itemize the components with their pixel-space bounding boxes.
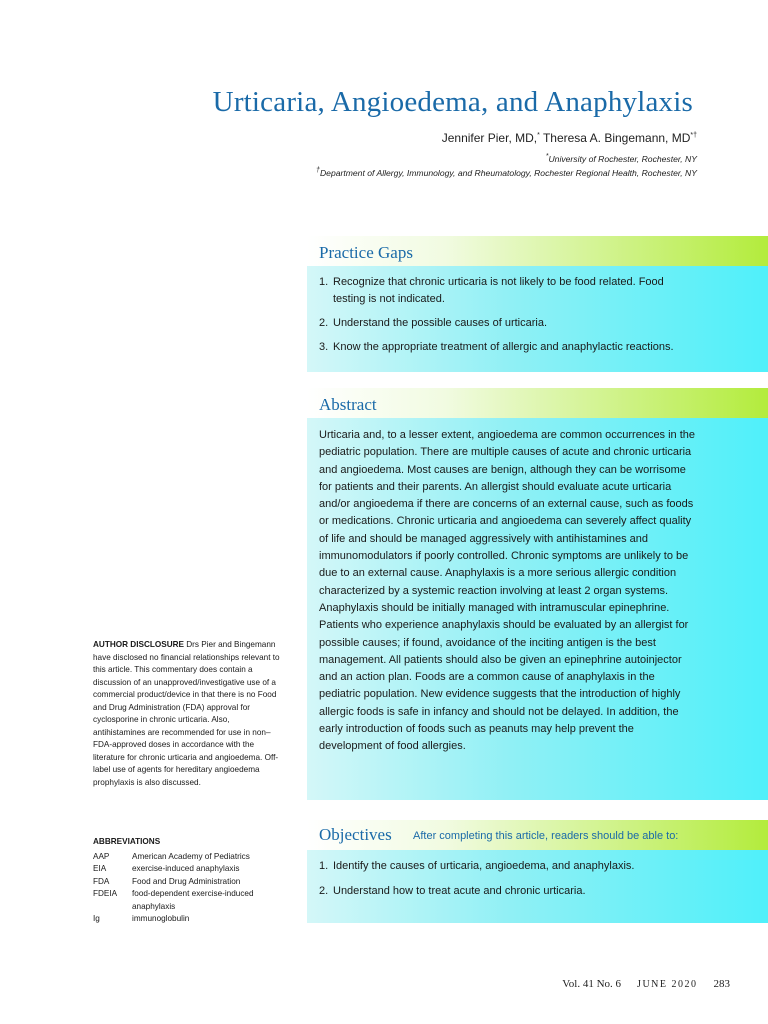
disclosure-label: AUTHOR DISCLOSURE — [93, 640, 184, 649]
abbreviation-term: AAP — [93, 851, 110, 861]
abstract-box — [307, 388, 768, 800]
list-number: 2. — [319, 317, 329, 329]
objectives-title: Objectives — [319, 825, 392, 844]
list-number: 2. — [319, 885, 329, 897]
list-number: 1. — [319, 276, 329, 288]
affiliation-1-marker: * — [545, 153, 549, 160]
practice-gaps-box — [307, 236, 768, 372]
list-item — [319, 274, 696, 308]
abbreviation-row — [93, 863, 283, 876]
list-text: Identify the causes of urticaria, angioedema, and anaphylaxis. — [333, 860, 635, 872]
abbreviation-row — [93, 888, 283, 913]
abbreviations-list — [93, 836, 283, 926]
author-2-marker: *† — [690, 132, 697, 139]
author-1: Jennifer Pier, MD, — [441, 131, 538, 145]
abbreviation-meaning: American Academy of Pediatrics — [132, 851, 250, 861]
list-text: Know the appropriate treatment of allergic and anaphylactic reactions. — [333, 341, 674, 353]
affiliation-2-marker: † — [316, 167, 320, 174]
page-footer — [562, 978, 730, 990]
abbreviation-meaning: food-dependent exercise-induced anaphylaxis — [132, 889, 254, 911]
abbreviation-meaning: Food and Drug Administration — [132, 876, 241, 886]
list-item — [319, 315, 696, 332]
list-item — [319, 858, 696, 875]
abbreviation-row — [93, 876, 283, 889]
page-number: 283 — [713, 978, 730, 990]
author-line — [442, 131, 697, 145]
list-item — [319, 339, 696, 356]
affiliation-2 — [316, 167, 697, 178]
list-text: Recognize that chronic urticaria is not likely to be food related. Food testing is not indicated. — [333, 276, 664, 305]
affiliation-1 — [546, 153, 697, 164]
author-disclosure — [93, 639, 283, 789]
objectives-box — [307, 820, 768, 923]
volume-issue: Vol. 41 No. 6 — [562, 978, 622, 990]
abstract-title: Abstract — [319, 395, 377, 414]
article-title: Urticaria, Angioedema, and Anaphylaxis — [212, 86, 693, 118]
issue-date: JUNE 2020 — [637, 979, 698, 990]
objectives-list — [319, 858, 696, 908]
abbreviation-meaning: exercise-induced anaphylaxis — [132, 864, 240, 873]
abbreviations-title: ABBREVIATIONS — [93, 837, 161, 846]
abbreviation-row — [93, 851, 283, 864]
practice-gaps-title: Practice Gaps — [319, 243, 413, 262]
list-text: Understand the possible causes of urticaria. — [333, 317, 548, 329]
abstract-text: Urticaria and, to a lesser extent, angioedema are common occurrences in the pediatric population. There are multiple causes of acute and chronic urticaria and angioedema. Most causes are benign, although they can be worrisome for patients and their parents. An allergist should evaluate acute urticaria and/or angioedema if there are concerns of an external cause, such as foods or medications. Chronic urticaria and angioedema can severely affect quality of life and should be managed aggressively with antihistamines and immunomodulators if poorly controlled. Chronic symptoms are unlikely to be due to an external cause. Anaphylaxis is a more serious allergic condition characterized by a systemic reaction involving at least 2 organ systems. Anaphylaxis should be initially managed with intramuscular epinephrine. Patients who experience anaphylaxis should be evaluated by an allergist for possible causes; if found, avoidance of the inciting antigen is the best management. All patients should also be given an epinephrine autoinjector and an action plan. Foods are a common cause of anaphylaxis in the pediatric population. New evidence suggests that the introduction of highly allergic foods is safe in infancy and should not be delayed. In addition, the early introduction of foods such as peanuts may help prevent the development of food allergies. — [319, 429, 696, 753]
affiliation-1-text: University of Rochester, Rochester, NY — [548, 153, 697, 164]
affiliation-2-text: Department of Allergy, Immunology, and Rheumatology, Rochester Regional Health, Rochester, NY — [319, 167, 697, 178]
abbreviation-row — [93, 913, 283, 926]
abbreviation-meaning: immunoglobulin — [132, 914, 190, 923]
objectives-subtitle: After completing this article, readers should be able to: — [413, 830, 679, 842]
abbreviation-term: EIA — [93, 864, 107, 873]
abbreviation-term: FDEIA — [93, 889, 118, 898]
list-text: Understand how to treat acute and chronic urticaria. — [333, 885, 586, 897]
list-item — [319, 883, 696, 900]
list-number: 1. — [319, 860, 329, 872]
practice-gaps-list — [319, 274, 696, 363]
abbreviation-term: FDA — [93, 876, 110, 886]
author-1-marker: * — [537, 132, 540, 139]
list-number: 3. — [319, 341, 329, 353]
disclosure-text: Drs Pier and Bingemann have disclosed no financial relationships relevant to this article. This commentary does contain a discussion of an unapproved/investigative use of a commercial product/device in that there is no Food and Drug Administration (FDA) approval for cyclosporine in chronic urticaria. Also, antihistamines are recommended for use in non–FDA-approved doses in accordance with the literature for chronic urticaria and angioedema. Off-label use of agents for hereditary angioedema prophylaxis is also discussed. — [93, 640, 280, 787]
abbreviation-term: Ig — [93, 914, 100, 923]
author-2: Theresa A. Bingemann, MD — [539, 131, 691, 145]
